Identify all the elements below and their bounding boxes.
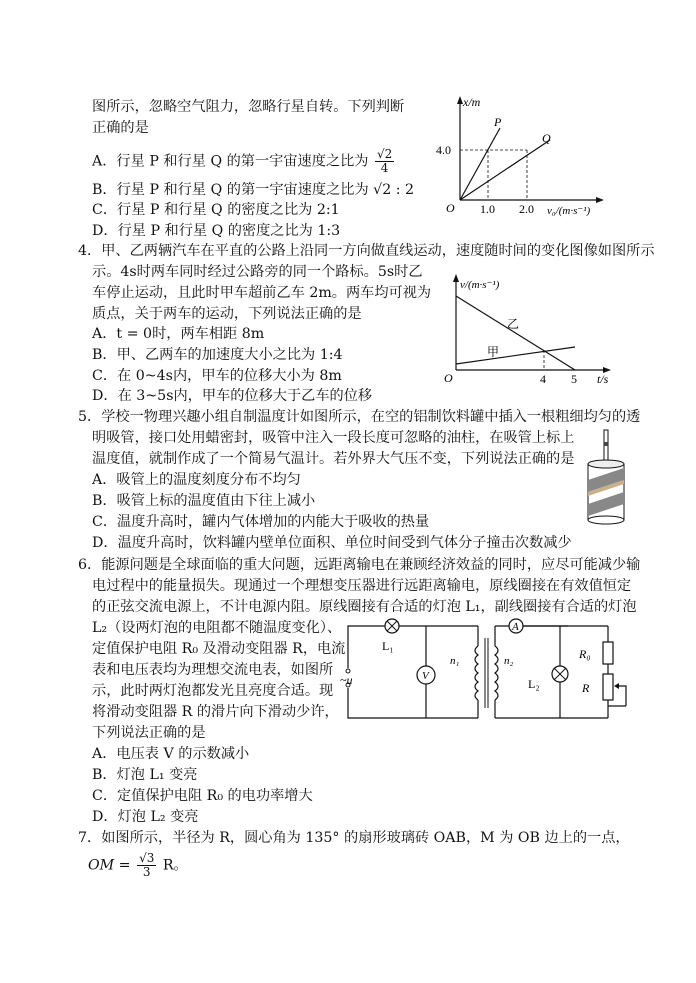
x-tick-4: 4	[540, 372, 546, 386]
can-bottom	[588, 516, 624, 524]
fraction-numerator: √2	[376, 147, 393, 161]
label-l1: L₁	[382, 639, 394, 653]
y-axis-label: x/m	[463, 95, 481, 109]
y-tick-4: 4.0	[436, 143, 451, 157]
q5-option-a: A．吸管上的温度刻度分布不均匀	[92, 472, 301, 488]
label-q: Q	[542, 131, 551, 145]
slider-arrow-icon	[614, 683, 619, 689]
q3-option-d: D．行星 P 和行星 Q 的密度之比为 1:3	[92, 223, 341, 239]
line-p	[460, 128, 500, 200]
label-yi: 乙	[507, 317, 520, 331]
q3-option-a-fraction	[375, 148, 394, 175]
q5-line1: 5．学校一物理兴趣小组自制温度计如图所示，在空的铝制饮料罐中插入一根粗细均匀的透	[78, 409, 641, 425]
q3-option-a	[92, 148, 396, 175]
q6-line2: 电过程中的能量损失。现通过一个理想变压器进行远距离输电，原线圈接在有效值恒定	[92, 578, 632, 594]
q5-option-c: C．温度升高时，罐内气体增加的内能大于吸收的热量	[92, 514, 430, 530]
fraction-numerator: √3	[139, 851, 155, 865]
line-yi	[456, 296, 575, 370]
x-tick-1: 1.0	[480, 202, 495, 216]
q5-option-b: B．吸管上标的温度值由下往上减小	[92, 493, 316, 509]
source-label: ~u	[340, 673, 353, 687]
can-top	[588, 460, 624, 468]
line-q	[460, 140, 550, 200]
q4-line2: 示。4s时两车同时经过公路旁的同一个路标。5s时乙	[92, 264, 423, 280]
q3-line1: 图所示，忽略空气阻力，忽略行星自转。下列判断	[92, 99, 405, 115]
fraction-denominator: 3	[142, 865, 151, 879]
label-jia: 甲	[487, 345, 500, 359]
q5-line2: 明吸管，接口处用蜡密封，吸管中注入一段长度可忽略的油柱，在吸管上标上	[92, 430, 575, 446]
q6-line9: 下列说法正确的是	[92, 725, 206, 741]
q6-option-b: B．灯泡 L₁ 变亮	[92, 767, 198, 783]
x-tick-2: 2.0	[519, 202, 534, 216]
q3-option-b: B．行星 P 和行星 Q 的第一宇宙速度之比为 √2 : 2	[92, 182, 415, 198]
q6-line6: 表和电压表均为理想交流电表，如图所	[92, 662, 334, 678]
q5-line3: 温度值，就制作成了一个简易气温计。若外界大气压不变，下列说法正确的是	[92, 451, 575, 467]
y-axis-label: v/(m·s⁻¹)	[460, 279, 500, 291]
primary-coil	[475, 646, 478, 700]
ammeter-label: A	[512, 621, 519, 633]
q6-line5: 定值保护电阻 R₀ 及滑动变阻器 R，电流	[92, 641, 346, 657]
voltmeter-label: V	[422, 670, 429, 682]
q4-line3: 车停止运动，且此时甲车超前乙车 2m。两车均可视为	[92, 285, 432, 301]
label-r0: R₀	[579, 647, 591, 661]
primary-wire-bottom	[348, 688, 478, 718]
label-p: P	[494, 115, 502, 129]
y-axis-arrow-icon	[453, 274, 459, 282]
q6-line1: 6．能源问题是全球面临的重大问题，远距离输电在兼顾经济效益的同时，应尽可能减少输	[78, 557, 641, 573]
origin-label: O	[446, 201, 455, 215]
label-n1: n₁	[450, 655, 460, 667]
q4-option-d: D．在 3~5s内，甲车的位移大于乙车的位移	[92, 388, 373, 404]
q7-om-suffix: R。	[162, 857, 188, 874]
q6-line4: L₂（设两灯泡的电阻都不随温度变化）、	[92, 620, 342, 636]
oil-column	[604, 442, 608, 446]
q6-line7: 示，此时两灯泡都发光且亮度合适。现	[92, 683, 334, 699]
fraction-denominator: 4	[380, 161, 389, 175]
x-axis-arrow-icon	[596, 197, 604, 203]
label-n2: n₂	[504, 655, 514, 667]
q7-om-fraction	[137, 852, 156, 879]
q6-option-a: A．电压表 V 的示数减小	[92, 746, 250, 762]
q3-option-a-text: A．行星 P 和行星 Q 的第一宇宙速度之比为	[92, 153, 369, 170]
q4-vt-graph	[442, 270, 622, 390]
q6-option-d: D．灯泡 L₂ 变亮	[92, 809, 199, 825]
q3-option-c: C．行星 P 和行星 Q 的密度之比为 2:1	[92, 202, 340, 218]
q7-line1: 7．如图所示，半径为 R，圆心角为 135° 的扇形玻璃砖 OAB，M 为 OB 边上的一点，	[78, 830, 630, 846]
secondary-coil	[495, 646, 498, 700]
q4-option-a: A．t = 0时，两车相距 8m	[92, 326, 265, 342]
rheostat-r	[603, 674, 613, 700]
q4-line1: 4．甲、乙两辆汽车在平直的公路上沿同一方向做直线运动，速度随时间的变化图像如图所示	[78, 243, 655, 259]
q6-line3: 的正弦交流电源上，不计电源内阻。原线圈接有合适的灯泡 L₁，副线圈接有合适的灯泡	[92, 599, 637, 615]
x-tick-5: 5	[571, 372, 577, 386]
can-thermometer-figure	[582, 428, 632, 528]
q4-option-b: B．甲、乙两车的加速度大小之比为 1:4	[92, 347, 343, 363]
x-axis-label: v₀/(m·s⁻¹)	[547, 205, 591, 217]
q6-line8: 将滑动变阻器 R 的滑片向下滑动少许，	[92, 704, 339, 720]
x-axis-label: t/s	[597, 372, 609, 386]
transformer-circuit	[338, 618, 638, 724]
origin-label: O	[444, 371, 453, 385]
q6-option-c: C．定值保护电阻 R₀ 的电功率增大	[92, 788, 313, 804]
label-r: R	[582, 681, 590, 695]
q7-om-prefix: OM =	[88, 857, 131, 874]
q4-line4: 质点，关于两车的运动，下列说法正确的是	[92, 306, 362, 322]
q4-option-c: C．在 0~4s内，甲车的位移大小为 8m	[92, 368, 342, 384]
label-l2: L₂	[528, 677, 540, 691]
line-jia	[456, 347, 575, 364]
q5-option-d: D．温度升高时，饮料罐内壁单位面积、单位时间受到气体分子撞击次数减少	[92, 535, 572, 551]
resistor-r0	[603, 642, 613, 664]
q7-om-expression	[88, 852, 188, 879]
rheostat-slider	[616, 686, 626, 706]
q3-xv-graph	[430, 92, 610, 222]
q3-line2: 正确的是	[92, 120, 149, 136]
